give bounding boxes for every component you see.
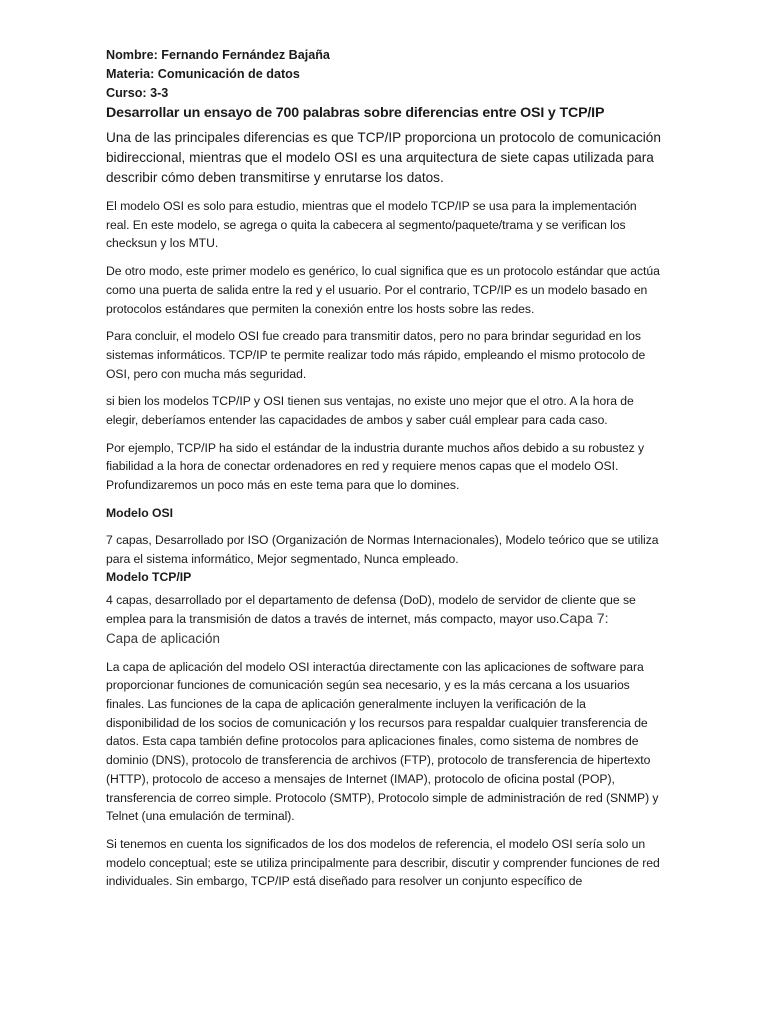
essay-title: Desarrollar un ensayo de 700 palabras sobre diferencias entre OSI y TCP/IP (106, 105, 605, 121)
layer-7-label: Capa 7: (559, 610, 609, 627)
tcp-description (106, 591, 662, 628)
osi-description: 7 capas, Desarrollado por ISO (Organización de Normas Internacionales), Modelo teórico que se utiliza para el sistema informático, Mejor segmentado, Nunca empleado. (106, 532, 659, 566)
intro-paragraph: Una de las principales diferencias es que TCP/IP proporciona un protocolo de comunicación bidireccional, mientras que el modelo OSI es una arquitectura de siete capas utilizada para describir cómo deben transmitirse y enrutarse los datos. (106, 130, 661, 185)
paragraph-3: Para concluir, el modelo OSI fue creado para transmitir datos, pero no para brindar seguridad en los sistemas informáticos. TCP/IP te permite realizar todo más rápido, empleando el mismo protocolo de OSI, pero con mucha más seguridad. (106, 329, 646, 381)
paragraph-5: Por ejemplo, TCP/IP ha sido el estándar de la industria durante muchos años debido a su robustez y fiabilidad a la hora de conectar ordenadores en red y requiere menos capas que el modelo OSI. Profundizaremos un poco más en este tema para que lo domines. (106, 440, 644, 493)
subject-line: Materia: Comunicación de datos (106, 67, 300, 81)
document-page (106, 46, 662, 900)
tcp-description-text: 4 capas, desarrollado por el departamento de defensa (DoD), modelo de servidor de cliente que se emplea para la transmisión de datos a través de internet, más compacto, mayor uso. (106, 593, 636, 626)
paragraph-2: De otro modo, este primer modelo es genérico, lo cual significa que es un protocolo estándar que actúa como una puerta de salida entre la red y el usuario. Por el contrario, TCP/IP es un modelo basado en protocolos estándares que permiten la conexión entre los hosts sobre las redes. (106, 264, 660, 316)
paragraph-1: El modelo OSI es solo para estudio, mientras que el modelo TCP/IP se usa para la implementación real. En este modelo, se agrega o quita la cabecera al segmento/paquete/trama y se verifican los checksun y los MTU. (106, 199, 637, 251)
student-name: Nombre: Fernando Fernández Bajaña (106, 48, 330, 62)
course-line: Curso: 3-3 (106, 86, 169, 100)
tcp-heading: Modelo TCP/IP (106, 570, 192, 585)
paragraph-7: Si tenemos en cuenta los significados de los dos modelos de referencia, el modelo OSI sería solo un modelo conceptual; este se utiliza principalmente para describir, discutir y comprender funciones de red individuales. Sin embargo, TCP/IP está diseñado para resolver un conjunto específico de (106, 836, 660, 889)
osi-heading: Modelo OSI (106, 505, 174, 520)
paragraph-4: si bien los modelos TCP/IP y OSI tienen sus ventajas, no existe uno mejor que el otro. A la hora de elegir, deberíamos entender las capacidades de ambos y saber cuál emplear para cada caso. (106, 394, 634, 428)
paragraph-6: La capa de aplicación del modelo OSI interactúa directamente con las aplicaciones de software para proporcionar funciones de comunicación según sea necesario, y es la más cercana a los usuarios finales. Las funciones de la capa de aplicación generalmente incluyen la verificación de la disponibilidad de los socios de comunicación y los recursos para respaldar cualquier transferencia de datos. Esta capa también define protocolos para aplicaciones finales, como sistema de nombres de dominio (DNS), protocolo de transferencia de archivos (FTP), protocolo de transferencia de hipertexto (HTTP), protocolo de acceso a mensajes de Internet (IMAP), protocolo de oficina postal (POP), transferencia de correo simple. Protocolo (SMTP), Protocolo simple de administración de red (SNMP) y Telnet (una emulación de terminal). (106, 659, 659, 824)
layer-7-name: Capa de aplicación (106, 630, 220, 646)
